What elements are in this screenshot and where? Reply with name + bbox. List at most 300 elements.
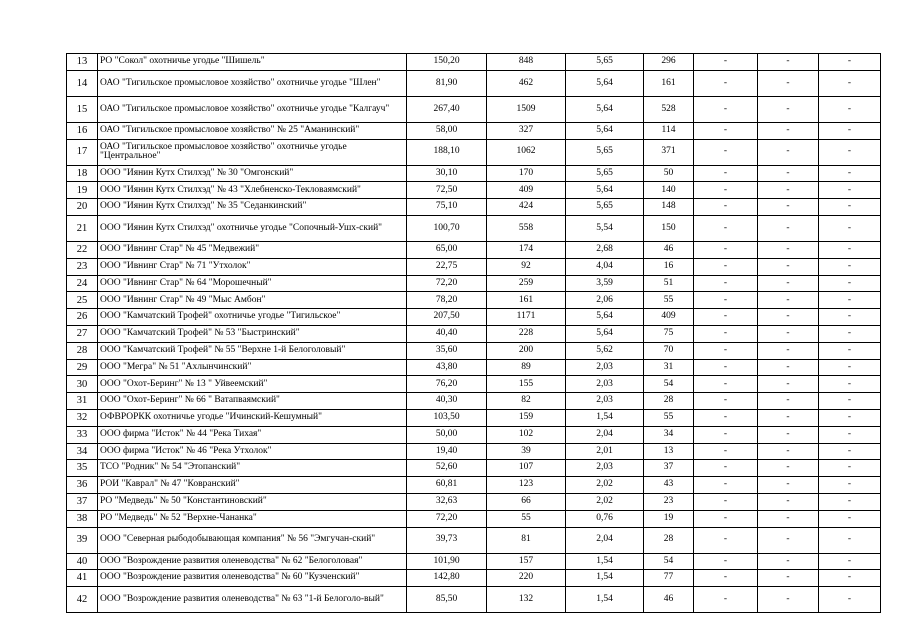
quota-value: 161 xyxy=(644,70,694,96)
table-row xyxy=(67,477,881,494)
table-row xyxy=(67,258,881,275)
row-number: 41 xyxy=(67,570,98,587)
row-number: 32 xyxy=(67,409,98,426)
column-9-value: - xyxy=(819,325,881,342)
ground-name: ООО "Мегра" № 51 "Ахлынчинский" xyxy=(98,359,407,376)
column-9-value: - xyxy=(819,309,881,326)
column-8-value: - xyxy=(758,139,819,165)
area-value: 267,40 xyxy=(407,96,487,122)
column-8-value: - xyxy=(758,409,819,426)
table-row xyxy=(67,241,881,258)
count-value: 157 xyxy=(487,553,566,570)
row-number: 17 xyxy=(67,139,98,165)
count-value: 102 xyxy=(487,426,566,443)
table-body xyxy=(67,54,881,613)
density-value: 2,68 xyxy=(566,241,644,258)
ground-name: ООО "Иянин Кутх Стилхэд" № 30 "Омгонский" xyxy=(98,165,407,182)
ground-name: РО "Медведь" № 52 "Верхне-Чананка" xyxy=(98,510,407,527)
row-number: 35 xyxy=(67,460,98,477)
column-7-value: - xyxy=(694,570,758,587)
row-number: 37 xyxy=(67,493,98,510)
column-9-value: - xyxy=(819,199,881,216)
density-value: 5,64 xyxy=(566,182,644,199)
column-9-value: - xyxy=(819,443,881,460)
column-7-value: - xyxy=(694,460,758,477)
density-value: 1,54 xyxy=(566,409,644,426)
column-8-value: - xyxy=(758,587,819,613)
area-value: 30,10 xyxy=(407,165,487,182)
density-value: 5,64 xyxy=(566,325,644,342)
density-value: 2,03 xyxy=(566,376,644,393)
row-number: 29 xyxy=(67,359,98,376)
row-number: 26 xyxy=(67,309,98,326)
ground-name: ООО "Охот-Беринг" № 13 " Уйвеемский" xyxy=(98,376,407,393)
column-7-value: - xyxy=(694,165,758,182)
table-row xyxy=(67,409,881,426)
column-9-value: - xyxy=(819,493,881,510)
density-value: 2,03 xyxy=(566,393,644,410)
table-row xyxy=(67,122,881,139)
row-number: 20 xyxy=(67,199,98,216)
count-value: 82 xyxy=(487,393,566,410)
quota-value: 54 xyxy=(644,376,694,393)
area-value: 207,50 xyxy=(407,309,487,326)
area-value: 101,90 xyxy=(407,553,487,570)
density-value: 5,65 xyxy=(566,199,644,216)
table-row xyxy=(67,309,881,326)
column-7-value: - xyxy=(694,275,758,292)
table-row xyxy=(67,443,881,460)
row-number: 24 xyxy=(67,275,98,292)
count-value: 200 xyxy=(487,342,566,359)
column-8-value: - xyxy=(758,342,819,359)
column-8-value: - xyxy=(758,165,819,182)
density-value: 5,65 xyxy=(566,139,644,165)
count-value: 462 xyxy=(487,70,566,96)
table-row xyxy=(67,570,881,587)
count-value: 220 xyxy=(487,570,566,587)
count-value: 1509 xyxy=(487,96,566,122)
column-7-value: - xyxy=(694,96,758,122)
count-value: 558 xyxy=(487,215,566,241)
area-value: 40,40 xyxy=(407,325,487,342)
ground-name: ООО "Северная рыбодобывающая компания" № 56 "Эмгучан-ский" xyxy=(98,527,407,553)
column-8-value: - xyxy=(758,199,819,216)
column-7-value: - xyxy=(694,258,758,275)
ground-name: ОАО "Тигильское промысловое хозяйство" охотничье угодье "Центральное" xyxy=(98,139,407,165)
column-8-value: - xyxy=(758,96,819,122)
area-value: 22,75 xyxy=(407,258,487,275)
column-9-value: - xyxy=(819,376,881,393)
table-row xyxy=(67,182,881,199)
density-value: 4,04 xyxy=(566,258,644,275)
column-8-value: - xyxy=(758,376,819,393)
quota-value: 23 xyxy=(644,493,694,510)
count-value: 159 xyxy=(487,409,566,426)
count-value: 259 xyxy=(487,275,566,292)
quota-value: 37 xyxy=(644,460,694,477)
area-value: 75,10 xyxy=(407,199,487,216)
column-8-value: - xyxy=(758,54,819,71)
table-row xyxy=(67,426,881,443)
ground-name: ОАО "Тигильское промысловое хозяйство" № 25 "Аманинский" xyxy=(98,122,407,139)
area-value: 40,30 xyxy=(407,393,487,410)
column-7-value: - xyxy=(694,241,758,258)
area-value: 72,20 xyxy=(407,275,487,292)
quota-value: 28 xyxy=(644,527,694,553)
density-value: 2,02 xyxy=(566,493,644,510)
table-row xyxy=(67,510,881,527)
column-7-value: - xyxy=(694,215,758,241)
row-number: 42 xyxy=(67,587,98,613)
column-7-value: - xyxy=(694,139,758,165)
ground-name: ООО фирма "Исток" № 46 "Река Утхолок" xyxy=(98,443,407,460)
count-value: 228 xyxy=(487,325,566,342)
table-row xyxy=(67,493,881,510)
row-number: 36 xyxy=(67,477,98,494)
count-value: 170 xyxy=(487,165,566,182)
row-number: 21 xyxy=(67,215,98,241)
ground-name: ТСО "Родник" № 54 "Этопанский" xyxy=(98,460,407,477)
area-value: 72,20 xyxy=(407,510,487,527)
count-value: 155 xyxy=(487,376,566,393)
hunting-grounds-table xyxy=(66,53,881,613)
area-value: 43,80 xyxy=(407,359,487,376)
count-value: 409 xyxy=(487,182,566,199)
table-row xyxy=(67,215,881,241)
quota-value: 77 xyxy=(644,570,694,587)
quota-value: 34 xyxy=(644,426,694,443)
quota-value: 148 xyxy=(644,199,694,216)
column-8-value: - xyxy=(758,553,819,570)
density-value: 5,64 xyxy=(566,122,644,139)
column-9-value: - xyxy=(819,258,881,275)
area-value: 188,10 xyxy=(407,139,487,165)
table-row xyxy=(67,359,881,376)
row-number: 31 xyxy=(67,393,98,410)
quota-value: 13 xyxy=(644,443,694,460)
area-value: 60,81 xyxy=(407,477,487,494)
column-8-value: - xyxy=(758,182,819,199)
quota-value: 28 xyxy=(644,393,694,410)
area-value: 39,73 xyxy=(407,527,487,553)
quota-value: 31 xyxy=(644,359,694,376)
ground-name: ООО "Камчатский Трофей" № 55 "Верхне 1-й Белоголовый" xyxy=(98,342,407,359)
count-value: 66 xyxy=(487,493,566,510)
area-value: 103,50 xyxy=(407,409,487,426)
density-value: 5,64 xyxy=(566,309,644,326)
count-value: 55 xyxy=(487,510,566,527)
table-row xyxy=(67,54,881,71)
area-value: 81,90 xyxy=(407,70,487,96)
ground-name: РОИ "Каврал" № 47 "Ковранский" xyxy=(98,477,407,494)
row-number: 22 xyxy=(67,241,98,258)
count-value: 848 xyxy=(487,54,566,71)
table-row xyxy=(67,376,881,393)
column-7-value: - xyxy=(694,199,758,216)
ground-name: ООО "Ивнинг Стар" № 49 "Мыс Амбон" xyxy=(98,292,407,309)
row-number: 30 xyxy=(67,376,98,393)
ground-name: ООО "Ивнинг Стар" № 45 "Медвежий" xyxy=(98,241,407,258)
quota-value: 409 xyxy=(644,309,694,326)
area-value: 35,60 xyxy=(407,342,487,359)
column-7-value: - xyxy=(694,409,758,426)
density-value: 2,01 xyxy=(566,443,644,460)
density-value: 5,65 xyxy=(566,165,644,182)
ground-name: ООО "Возрождение развития оленеводства" № 62 "Белоголовая" xyxy=(98,553,407,570)
density-value: 5,62 xyxy=(566,342,644,359)
quota-value: 55 xyxy=(644,292,694,309)
column-9-value: - xyxy=(819,139,881,165)
column-8-value: - xyxy=(758,527,819,553)
column-9-value: - xyxy=(819,96,881,122)
column-9-value: - xyxy=(819,510,881,527)
column-9-value: - xyxy=(819,359,881,376)
ground-name: ООО "Иянин Кутх Стилхэд" охотничье угодье "Сопочный-Ушх-ский" xyxy=(98,215,407,241)
table-row xyxy=(67,553,881,570)
column-7-value: - xyxy=(694,292,758,309)
row-number: 16 xyxy=(67,122,98,139)
column-7-value: - xyxy=(694,426,758,443)
quota-value: 296 xyxy=(644,54,694,71)
ground-name: ООО "Иянин Кутх Стилхэд" № 35 "Седанкинский" xyxy=(98,199,407,216)
density-value: 2,02 xyxy=(566,477,644,494)
column-8-value: - xyxy=(758,443,819,460)
column-7-value: - xyxy=(694,376,758,393)
density-value: 5,54 xyxy=(566,215,644,241)
count-value: 107 xyxy=(487,460,566,477)
row-number: 23 xyxy=(67,258,98,275)
table-row xyxy=(67,325,881,342)
table-row xyxy=(67,165,881,182)
column-9-value: - xyxy=(819,409,881,426)
row-number: 34 xyxy=(67,443,98,460)
table-row xyxy=(67,393,881,410)
table-row xyxy=(67,460,881,477)
table-row xyxy=(67,199,881,216)
row-number: 25 xyxy=(67,292,98,309)
column-8-value: - xyxy=(758,241,819,258)
area-value: 85,50 xyxy=(407,587,487,613)
column-8-value: - xyxy=(758,510,819,527)
column-7-value: - xyxy=(694,477,758,494)
column-7-value: - xyxy=(694,54,758,71)
quota-value: 51 xyxy=(644,275,694,292)
area-value: 76,20 xyxy=(407,376,487,393)
ground-name: ООО "Камчатский Трофей" № 53 "Быстринский" xyxy=(98,325,407,342)
row-number: 33 xyxy=(67,426,98,443)
ground-name: ООО "Камчатский Трофей" охотничье угодье "Тигильское" xyxy=(98,309,407,326)
ground-name: ООО "Ивнинг Стар" № 64 "Морошечный" xyxy=(98,275,407,292)
density-value: 1,54 xyxy=(566,553,644,570)
area-value: 50,00 xyxy=(407,426,487,443)
density-value: 2,04 xyxy=(566,426,644,443)
table-row xyxy=(67,139,881,165)
density-value: 2,06 xyxy=(566,292,644,309)
column-7-value: - xyxy=(694,587,758,613)
column-7-value: - xyxy=(694,325,758,342)
column-9-value: - xyxy=(819,54,881,71)
column-7-value: - xyxy=(694,510,758,527)
quota-value: 54 xyxy=(644,553,694,570)
column-9-value: - xyxy=(819,477,881,494)
area-value: 58,00 xyxy=(407,122,487,139)
ground-name: ООО "Ивнинг Стар" № 71 "Утхолок" xyxy=(98,258,407,275)
quota-value: 46 xyxy=(644,241,694,258)
column-9-value: - xyxy=(819,553,881,570)
column-7-value: - xyxy=(694,359,758,376)
column-9-value: - xyxy=(819,165,881,182)
column-8-value: - xyxy=(758,493,819,510)
quota-value: 43 xyxy=(644,477,694,494)
column-8-value: - xyxy=(758,275,819,292)
area-value: 19,40 xyxy=(407,443,487,460)
density-value: 3,59 xyxy=(566,275,644,292)
table-row xyxy=(67,275,881,292)
column-7-value: - xyxy=(694,309,758,326)
area-value: 32,63 xyxy=(407,493,487,510)
column-9-value: - xyxy=(819,342,881,359)
ground-name: ОФВРОРКК охотничье угодье "Ичинский-Кешумный" xyxy=(98,409,407,426)
row-number: 28 xyxy=(67,342,98,359)
ground-name: ООО "Охот-Беринг" № 66 " Ватапваямский" xyxy=(98,393,407,410)
quota-value: 55 xyxy=(644,409,694,426)
column-8-value: - xyxy=(758,70,819,96)
column-9-value: - xyxy=(819,460,881,477)
row-number: 13 xyxy=(67,54,98,71)
column-9-value: - xyxy=(819,292,881,309)
row-number: 19 xyxy=(67,182,98,199)
density-value: 1,54 xyxy=(566,587,644,613)
area-value: 142,80 xyxy=(407,570,487,587)
area-value: 52,60 xyxy=(407,460,487,477)
density-value: 1,54 xyxy=(566,570,644,587)
count-value: 327 xyxy=(487,122,566,139)
table-row xyxy=(67,70,881,96)
column-7-value: - xyxy=(694,553,758,570)
density-value: 5,64 xyxy=(566,96,644,122)
quota-value: 19 xyxy=(644,510,694,527)
quota-value: 371 xyxy=(644,139,694,165)
column-8-value: - xyxy=(758,393,819,410)
count-value: 132 xyxy=(487,587,566,613)
column-8-value: - xyxy=(758,258,819,275)
quota-value: 528 xyxy=(644,96,694,122)
count-value: 89 xyxy=(487,359,566,376)
area-value: 100,70 xyxy=(407,215,487,241)
column-8-value: - xyxy=(758,477,819,494)
column-9-value: - xyxy=(819,570,881,587)
column-7-value: - xyxy=(694,493,758,510)
count-value: 1062 xyxy=(487,139,566,165)
column-8-value: - xyxy=(758,570,819,587)
quota-value: 70 xyxy=(644,342,694,359)
table-row xyxy=(67,96,881,122)
row-number: 18 xyxy=(67,165,98,182)
ground-name: РО "Медведь" № 50 "Константиновский" xyxy=(98,493,407,510)
column-7-value: - xyxy=(694,70,758,96)
area-value: 72,50 xyxy=(407,182,487,199)
count-value: 174 xyxy=(487,241,566,258)
quota-value: 16 xyxy=(644,258,694,275)
area-value: 78,20 xyxy=(407,292,487,309)
count-value: 92 xyxy=(487,258,566,275)
column-9-value: - xyxy=(819,426,881,443)
row-number: 40 xyxy=(67,553,98,570)
table-row xyxy=(67,342,881,359)
quota-value: 46 xyxy=(644,587,694,613)
column-7-value: - xyxy=(694,342,758,359)
density-value: 2,03 xyxy=(566,359,644,376)
column-8-value: - xyxy=(758,460,819,477)
column-9-value: - xyxy=(819,215,881,241)
row-number: 14 xyxy=(67,70,98,96)
ground-name: ООО "Возрождение развития оленеводства" № 63 "1-й Белоголо-вый" xyxy=(98,587,407,613)
column-9-value: - xyxy=(819,393,881,410)
column-8-value: - xyxy=(758,426,819,443)
quota-value: 114 xyxy=(644,122,694,139)
column-7-value: - xyxy=(694,182,758,199)
row-number: 15 xyxy=(67,96,98,122)
table-row xyxy=(67,292,881,309)
quota-value: 50 xyxy=(644,165,694,182)
density-value: 5,64 xyxy=(566,70,644,96)
quota-value: 150 xyxy=(644,215,694,241)
column-8-value: - xyxy=(758,292,819,309)
column-8-value: - xyxy=(758,122,819,139)
column-8-value: - xyxy=(758,325,819,342)
quota-value: 140 xyxy=(644,182,694,199)
density-value: 0,76 xyxy=(566,510,644,527)
count-value: 123 xyxy=(487,477,566,494)
quota-value: 75 xyxy=(644,325,694,342)
row-number: 27 xyxy=(67,325,98,342)
ground-name: ОАО "Тигильское промысловое хозяйство" охотничье угодье "Калгауч" xyxy=(98,96,407,122)
column-9-value: - xyxy=(819,70,881,96)
table-row xyxy=(67,587,881,613)
column-8-value: - xyxy=(758,309,819,326)
density-value: 5,65 xyxy=(566,54,644,71)
count-value: 424 xyxy=(487,199,566,216)
column-9-value: - xyxy=(819,275,881,292)
column-9-value: - xyxy=(819,122,881,139)
density-value: 2,04 xyxy=(566,527,644,553)
area-value: 65,00 xyxy=(407,241,487,258)
column-9-value: - xyxy=(819,587,881,613)
count-value: 81 xyxy=(487,527,566,553)
ground-name: ОАО "Тигильское промысловое хозяйство" охотничье угодье "Шлен" xyxy=(98,70,407,96)
area-value: 150,20 xyxy=(407,54,487,71)
ground-name: ООО "Иянин Кутх Стилхэд" № 43 "Хлебненско-Текловаямский" xyxy=(98,182,407,199)
count-value: 161 xyxy=(487,292,566,309)
ground-name: ООО фирма "Исток" № 44 "Река Тихая" xyxy=(98,426,407,443)
column-7-value: - xyxy=(694,393,758,410)
column-9-value: - xyxy=(819,241,881,258)
ground-name: ООО "Возрождение развития оленеводства" № 60 "Кузченский" xyxy=(98,570,407,587)
column-7-value: - xyxy=(694,527,758,553)
row-number: 38 xyxy=(67,510,98,527)
table-row xyxy=(67,527,881,553)
column-8-value: - xyxy=(758,215,819,241)
count-value: 39 xyxy=(487,443,566,460)
column-9-value: - xyxy=(819,527,881,553)
density-value: 2,03 xyxy=(566,460,644,477)
column-8-value: - xyxy=(758,359,819,376)
column-7-value: - xyxy=(694,443,758,460)
count-value: 1171 xyxy=(487,309,566,326)
column-9-value: - xyxy=(819,182,881,199)
row-number: 39 xyxy=(67,527,98,553)
